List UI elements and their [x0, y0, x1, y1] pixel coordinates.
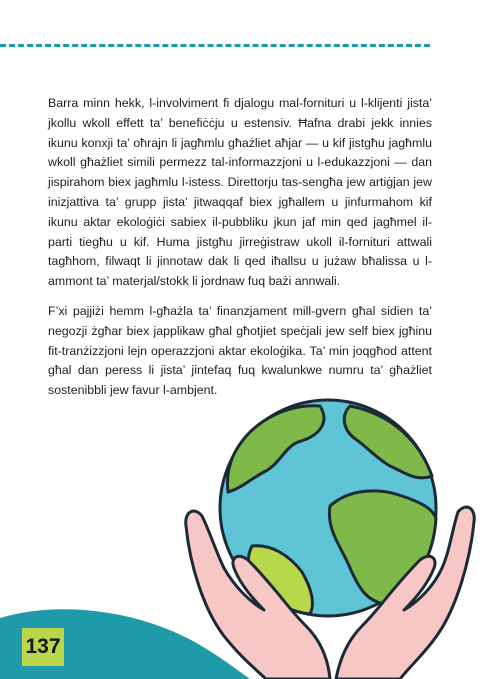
- body-text: [48, 94, 432, 411]
- page-number: 137: [22, 628, 64, 666]
- paragraph-2: F’xi pajjiżi hemm l-għażla ta’ finanzjament mill-gvern għal sidien ta’ negozji żgħar biex japplikaw għal għotjiet speċjali jew self biex jgħinu fit-tranżizzjoni lejn operazzjoni aktar ekoloġika. Ta’ min joqgħod attent għal dan peress li jista’ jintefaq fuq kwalunkwe numru ta’ għażliet sostenibbli jew favur l-ambjent.: [48, 303, 432, 398]
- globe-in-hands-icon: [180, 396, 480, 679]
- header-dashed-rule: [0, 44, 430, 47]
- paragraph-1: Barra minn hekk, l-involviment fi djalogu mal-fornituri u l-klijenti jista’ jkollu wkoll effett ta’ benefiċċju u estensiv. Ħafna drabi jekk innies ikunu konxji ta’ oħrajn li jagħmlu għażliet aħjar — u kif jistgħu jagħmlu wkoll għażliet simili permezz tal-informazzjoni u l-edukazzjoni — dan jispirahom biex jagħmlu l-istess. Direttorju tas-sengħa jew artiġjan jew inizjattiva ta’ grupp jista’ jitwaqqaf biex jgħallem u jinfurmahom kif ikunu aktar ekoloġiċi sabiex il-pubbliku jkun jaf min qed jagħmel il-parti tiegħu u kif. Huma jistgħu jirreġistraw ukoll il-fornituri attwali tagħhom, filwaqt li jinnotaw dak li qed iħallsu u jużaw bħalissa u l-ammont ta’ materjal/stokk li jordnaw fuq bażi annwali.: [48, 96, 432, 289]
